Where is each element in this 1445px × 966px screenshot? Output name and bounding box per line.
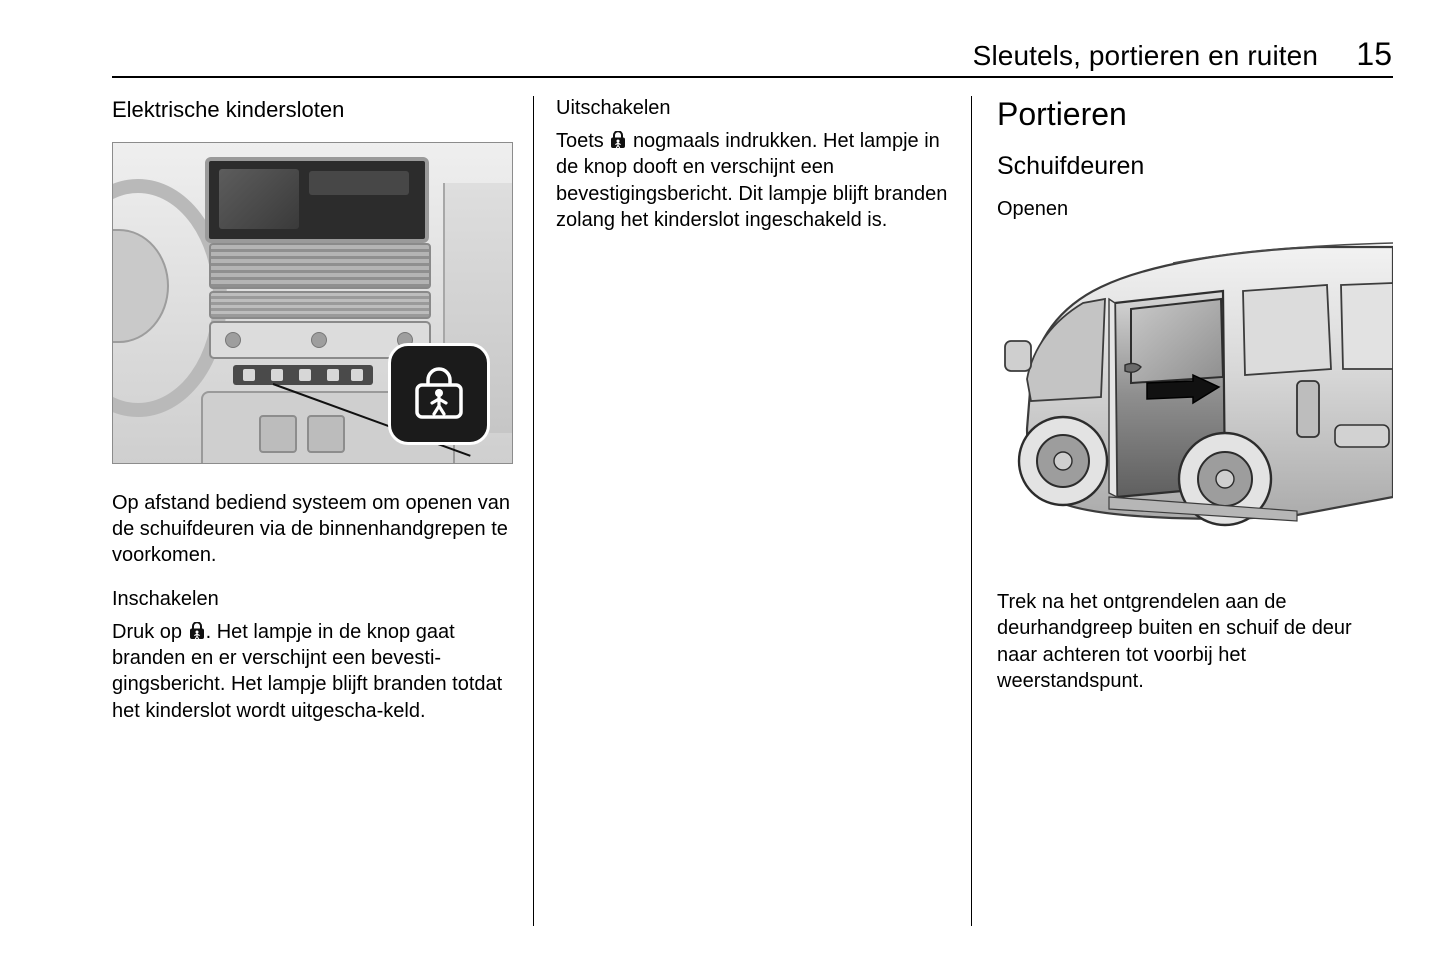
- right-figure-caption: Trek na het ontgrendelen aan de deurhandgreep buiten en schuif de deur naar achteren tot voorbij het weerstandspunt.: [997, 590, 1352, 692]
- air-vent-lower-icon: [209, 291, 431, 319]
- right-section-title: Schuifdeuren: [997, 151, 1145, 180]
- left-intro-text: Op afstand bediend systeem om openen van de schuifdeuren via de binnenhandgrepen te voorkomen.: [112, 491, 511, 567]
- middle-subheading-disable: Uitschakelen: [556, 97, 671, 119]
- enable-text-part2: . Het lampje in de knop gaat branden en er verschijnt een bevesti-gingsbericht. Het lampje blijft branden totdat het kinderslot wordt uitgescha-keld.: [112, 620, 503, 722]
- chapter-title-portieren: Portieren: [997, 96, 1127, 132]
- cupholder-left: [259, 415, 297, 453]
- child-lock-inline-icon-2: [610, 130, 626, 148]
- page-title: Sleutels, portieren en ruiten: [972, 40, 1318, 71]
- left-enable-text: [112, 619, 512, 725]
- disable-text-part1: Toets: [556, 130, 604, 152]
- left-section-title: Elektrische kindersloten: [112, 97, 345, 122]
- left-column: [112, 96, 512, 724]
- climate-knob-left: [225, 332, 241, 348]
- header-divider: [112, 76, 1393, 78]
- air-vent-upper-icon: [209, 243, 431, 289]
- right-column: [997, 96, 1393, 694]
- sliding-door-window: [1131, 299, 1223, 383]
- child-lock-icon: [388, 343, 490, 445]
- tail-lamp: [1297, 381, 1319, 437]
- van-illustration: [997, 229, 1393, 565]
- disable-text-part2: nogmaals indrukken. Het lampje in de knop dooft en verschijnt een bevestigingsbericht. Dit lampje blijft branden zolang het kinderslot ingeschakeld is.: [556, 130, 948, 232]
- enable-text-part1: Druk op: [112, 620, 183, 643]
- infotainment-screen-icon: [205, 157, 429, 243]
- climate-knob-mid: [311, 332, 327, 348]
- button-4: [327, 369, 339, 381]
- left-subheading-enable: Inschakelen: [112, 587, 219, 610]
- button-2: [271, 369, 283, 381]
- rear-bumper-detail: [1335, 425, 1389, 447]
- button-5: [351, 369, 363, 381]
- screen-tile-left: [219, 169, 299, 229]
- middle-disable-text: [556, 128, 951, 234]
- sliding-door-van-figure: [997, 229, 1393, 565]
- column-divider-1: [533, 96, 534, 926]
- middle-column: [556, 96, 951, 252]
- rear-quarter-panel: [1341, 283, 1393, 369]
- column-divider-2: [971, 96, 972, 926]
- button-3: [299, 369, 311, 381]
- page-header: [112, 36, 1392, 73]
- child-lock-glyph: [408, 363, 470, 425]
- screen-tile-right: [309, 171, 409, 195]
- cupholder-right: [307, 415, 345, 453]
- center-button-strip: [233, 365, 373, 385]
- button-1: [243, 369, 255, 381]
- rear-side-panel: [1243, 285, 1331, 375]
- right-subheading-openen: Openen: [997, 197, 1069, 220]
- front-wheel: [1019, 417, 1107, 505]
- mirror-shape: [1005, 341, 1031, 371]
- child-lock-inline-icon: [189, 621, 205, 639]
- page-number: 15: [1356, 36, 1392, 72]
- dashboard-childlock-figure: [112, 142, 513, 464]
